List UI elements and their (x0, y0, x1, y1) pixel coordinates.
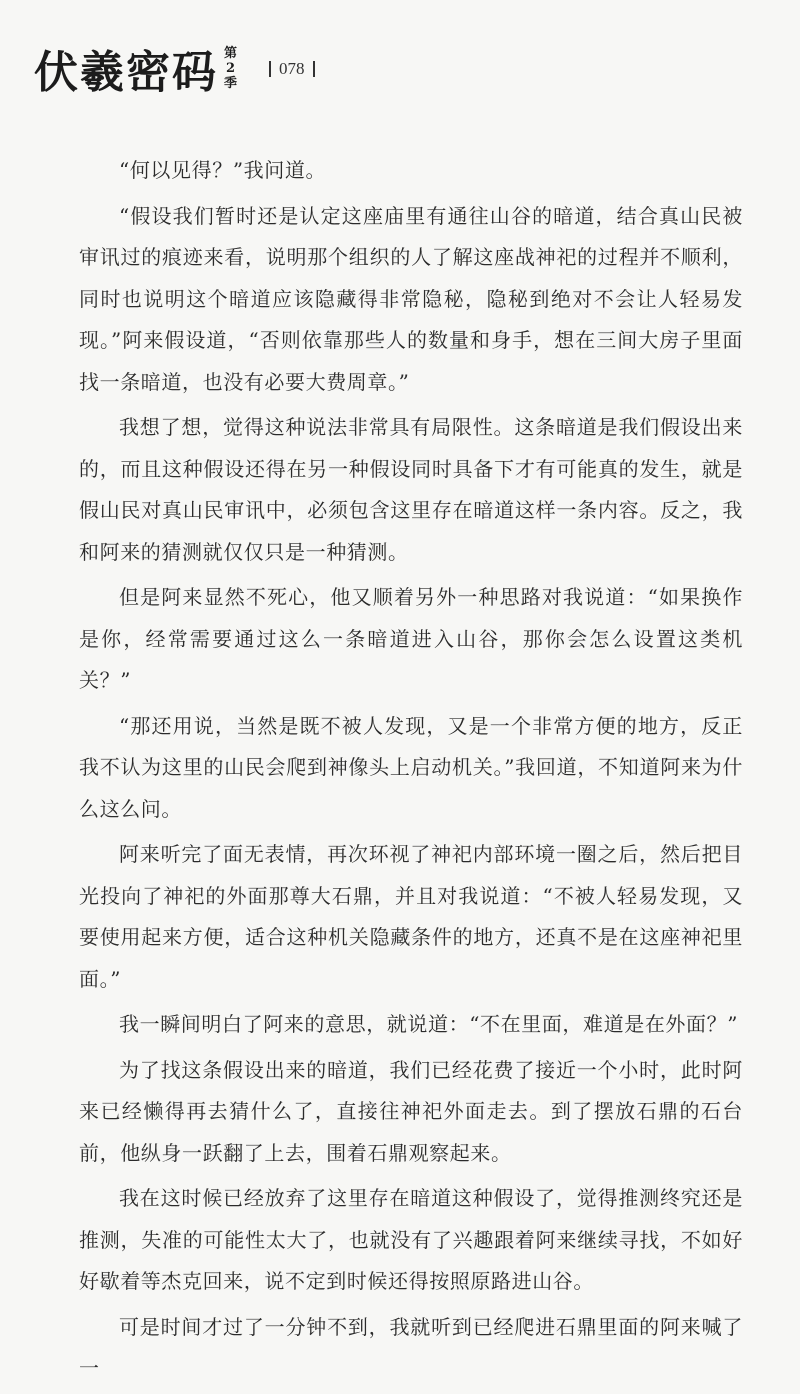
paragraph: 可是时间才过了一分钟不到，我就听到已经爬进石鼎里面的阿来喊了一 (79, 1314, 743, 1380)
divider (269, 61, 271, 77)
paragraph: “那还用说，当然是既不被人发现，又是一个非常方便的地方，反正我不认为这里的山民会爬到神像头上启动机关。”我回道，不知道阿来为什么这么问。 (79, 713, 743, 821)
season-char: 第 (224, 45, 238, 61)
paragraph: 我在这时候已经放弃了这里存在暗道这种假设了，觉得推测终究还是推测，失准的可能性太大了，也就没有了兴趣跟着阿来继续寻找，不如好好歇着等杰克回来，说不定到时候还得按照原路进山谷。 (79, 1186, 743, 1293)
paragraph: 为了找这条假设出来的暗道，我们已经花费了接近一个小时，此时阿来已经懒得再去猜什么了，直接往神祀外面走去。到了摆放石鼎的石台前，他纵身一跃翻了上去，围着石鼎观察起来。 (79, 1057, 743, 1165)
paragraph: 但是阿来显然不死心，他又顺着另外一种思路对我说道：“如果换作是你，经常需要通过这么一条暗道进入山谷，那你会怎么设置这类机关？” (79, 585, 743, 692)
divider (313, 61, 315, 77)
paragraph: “假设我们暂时还是认定这座庙里有通往山谷的暗道，结合真山民被审讯过的痕迹来看，说明那个组织的人了解这座战神祀的过程并不顺利，同时也说明这个暗道应该隐藏得非常隐秘，隐秘到绝对不会让人轻易发现。”阿来假设道，“否则依靠那些人的数量和身手，想在三间大房子里面找一条暗道，也没有必要大费周章。” (79, 203, 743, 394)
paragraph: 我想了想，觉得这种说法非常具有局限性。这条暗道是我们假设出来的，而且这种假设还得在另一种假设同时具备下才有可能真的发生，就是假山民对真山民审讯中，必须包含这里存在暗道这样一条内容。反之，我和阿来的猜测就仅仅只是一种猜测。 (79, 415, 743, 564)
paragraph: 我一瞬间明白了阿来的意思，就说道：“不在里面，难道是在外面？” (119, 1012, 739, 1036)
paragraph: “何以见得？”我问道。 (119, 158, 327, 182)
season-label (224, 46, 237, 91)
page-number-block (261, 59, 323, 79)
page-header (34, 38, 323, 108)
body-text (79, 150, 743, 1394)
season-char: 季 (224, 75, 238, 91)
season-char: 2 (225, 60, 236, 76)
paragraph: 阿来听完了面无表情，再次环视了神祀内部环境一圈之后，然后把目光投向了神祀的外面那尊大石鼎，并且对我说道：“不被人轻易发现，又要使用起来方便，适合这种机关隐藏条件的地方，还真不是在这座神祀里面。” (79, 842, 743, 991)
book-title: 伏羲密码 (34, 47, 218, 98)
page-number: 078 (279, 59, 305, 78)
